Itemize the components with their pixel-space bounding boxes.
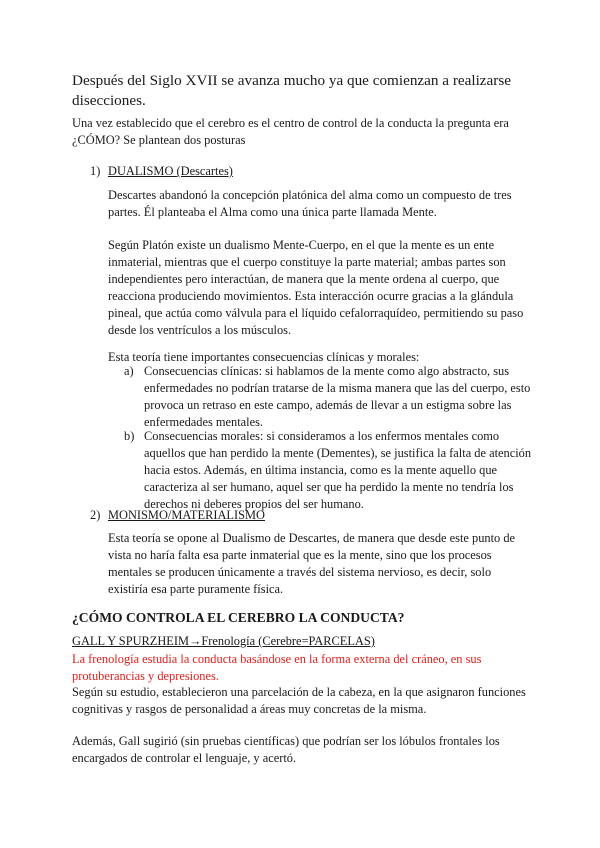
- monismo-paragraph: Esta teoría se opone al Dualismo de Descartes, de manera que desde este punto de vista no haría falta esa parte inmaterial que es la mente, sino que los procesos mentales se producen únicamente a través del sistema nervioso, es decir, solo existiría esa parte puramente física.: [108, 531, 516, 596]
- conduct-heading: ¿CÓMO CONTROLA EL CEREBRO LA CONDUCTA?: [72, 610, 405, 625]
- phrenology-highlight: La frenología estudia la conducta basándose en la forma externa del cráneo, en sus protuberancias y depresiones.: [72, 652, 482, 683]
- conduct-paragraph-1: Según su estudio, establecieron una parcelación de la cabeza, en la que asignaron funciones cognitivas y rasgos de personalidad a áreas muy concretas de la misma.: [72, 685, 526, 716]
- dualismo-paragraph-1: Descartes abandonó la concepción platónica del alma como un compuesto de tres partes. Él planteaba el Alma como una única parte llamada Mente.: [108, 188, 512, 219]
- dualismo-paragraph-3: Esta teoría tiene importantes consecuencias clínicas y morales:: [108, 350, 420, 364]
- list-item-text: Consecuencias clínicas: si hablamos de la mente como algo abstracto, sus enfermedades no podrían tratarse de la misma manera que las del cuerpo, esto provoca un retraso en este campo, además de llevar a un estigma sobre las enfermedades mentales.: [144, 364, 531, 429]
- conduct-paragraph-2: Además, Gall sugirió (sin pruebas científicas) que podrían ser los lóbulos frontales los encargados de controlar el lenguaje, y acertó.: [72, 734, 500, 765]
- list-marker: b): [124, 429, 135, 443]
- section-number: 1): [90, 164, 101, 178]
- section-title: DUALISMO (Descartes): [108, 164, 233, 178]
- list-item-text: Consecuencias morales: si consideramos a los enfermos mentales como aquellos que han perdido la mente (Dementes), se justifica la falta de atención hacia estos. Además, en última instancia, como es la mente aquello que caracteriza al ser humano, aquel ser que ha perdido la mente no tendría los derechos ni deberes propios del ser humano.: [144, 429, 532, 511]
- section-title: MONISMO/MATERIALISMO: [108, 508, 265, 522]
- intro-text: Una vez establecido que el cerebro es el centro de control de la conducta la pregunta era ¿CÓMO? Se plantean dos posturas: [72, 116, 509, 147]
- section-number: 2): [90, 508, 101, 522]
- dualismo-paragraph-2: Según Platón existe un dualismo Mente-Cuerpo, en el que la mente es un ente inmaterial, mientras que el cuerpo constituye la parte material; ambas partes son independientes pero interactúan, de manera que la mente ordena al cuerpo, que reacciona produciendo movimientos. Esta interacción ocurre gracias a la glándula pineal, que actúa como válvula para el líquido cefalorraquídeo, permitiendo su paso desde los ventrículos a los músculos.: [108, 238, 524, 337]
- list-marker: a): [124, 364, 134, 378]
- gall-subheading: GALL Y SPURZHEIM→Frenología (Cerebre=PARCELAS): [72, 634, 375, 648]
- intro-title: Después del Siglo XVII se avanza mucho ya que comienzan a realizarse disecciones.: [72, 72, 511, 109]
